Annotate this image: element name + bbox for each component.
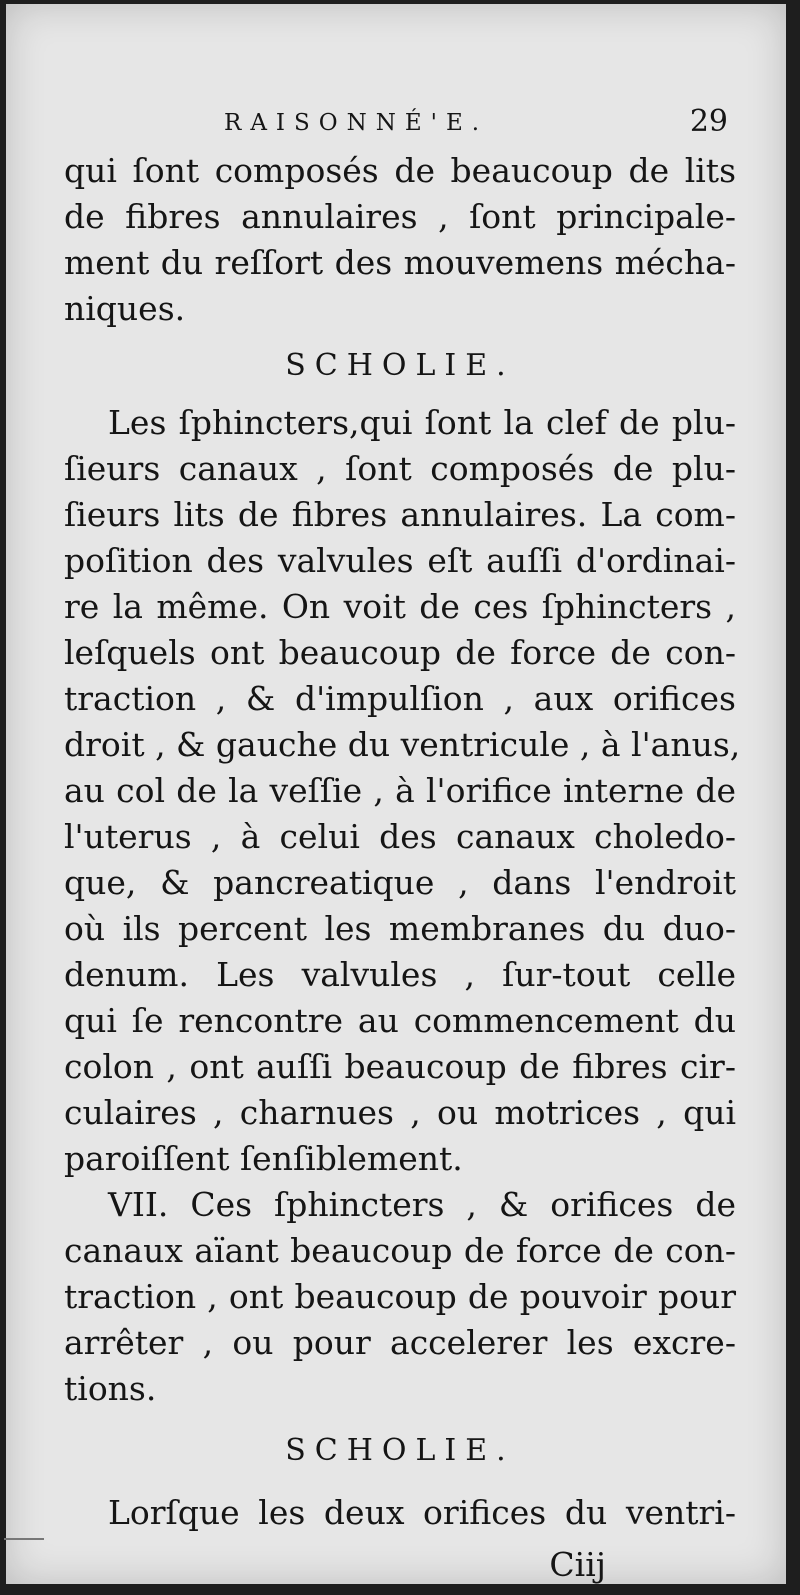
text-line: au col de la veſſie , à l'orifice interne de [64,771,736,810]
margin-mark [4,1538,44,1540]
section-heading: SCHOLIE. [285,348,515,383]
text-line: Lorſque les deux orifices du ventri- [108,1493,736,1532]
text-line: de fibres annulaires , ſont principale- [64,197,736,236]
text-line: où ils percent les membranes du duo- [64,909,736,948]
text-line: droit , & gauche du ventricule , à l'anus, [64,725,741,764]
text-line: ſieurs lits de fibres annulaires. La com- [64,495,736,534]
paragraph-3 [64,1182,736,1412]
text-line: ment du reſſort des mouvemens mécha- [64,243,736,282]
text-line: colon , ont auſſi beaucoup de fibres cir- [64,1047,736,1086]
text-line: traction , ont beaucoup de pouvoir pour [64,1277,736,1316]
text-line: Les ſphincters,qui ſont la clef de plu- [108,403,736,442]
text-block [64,104,741,1594]
section-heading: SCHOLIE. [285,1433,515,1468]
paragraph-4 [64,1490,736,1536]
running-head [64,104,736,148]
catchword: Ciij [549,1545,606,1584]
text-line: traction , & d'impulſion , aux orifices [64,679,736,718]
text-line: qui ſont composés de beaucoup de lits [64,151,736,190]
text-line: ſieurs canaux , ſont composés de plu- [64,449,736,488]
text-line: denum. Les valvules , ſur-tout celle [64,955,736,994]
text-line: re la même. On voit de ces ſphincters , [64,587,736,626]
text-line: qui ſe rencontre au commencement du [64,1001,736,1040]
paragraph-2 [64,400,741,1182]
text-line: que, & pancreatique , dans l'endroit [64,863,736,902]
text-line: l'uterus , à celui des canaux choledo- [64,817,736,856]
paragraph-1 [64,148,736,332]
text-line: culaires , charnues , ou motrices , qui [64,1093,736,1132]
text-line: paroiſſent ſenſiblement. [64,1139,463,1178]
text-line: niques. [64,289,186,328]
page-number: 29 [689,104,728,139]
text-line: leſquels ont beaucoup de force de con- [64,633,736,672]
book-page [6,4,786,1584]
text-line: poſition des valvules eſt auſſi d'ordinai- [64,541,736,580]
text-line: tions. [64,1369,157,1408]
text-line: arrêter , ou pour accelerer les excre- [64,1323,736,1362]
running-title: RAISONNÉ'E. [224,110,489,136]
text-line: VII. Ces ſphincters , & orifices de [108,1185,736,1224]
text-line: canaux aïant beaucoup de force de con- [64,1231,736,1270]
